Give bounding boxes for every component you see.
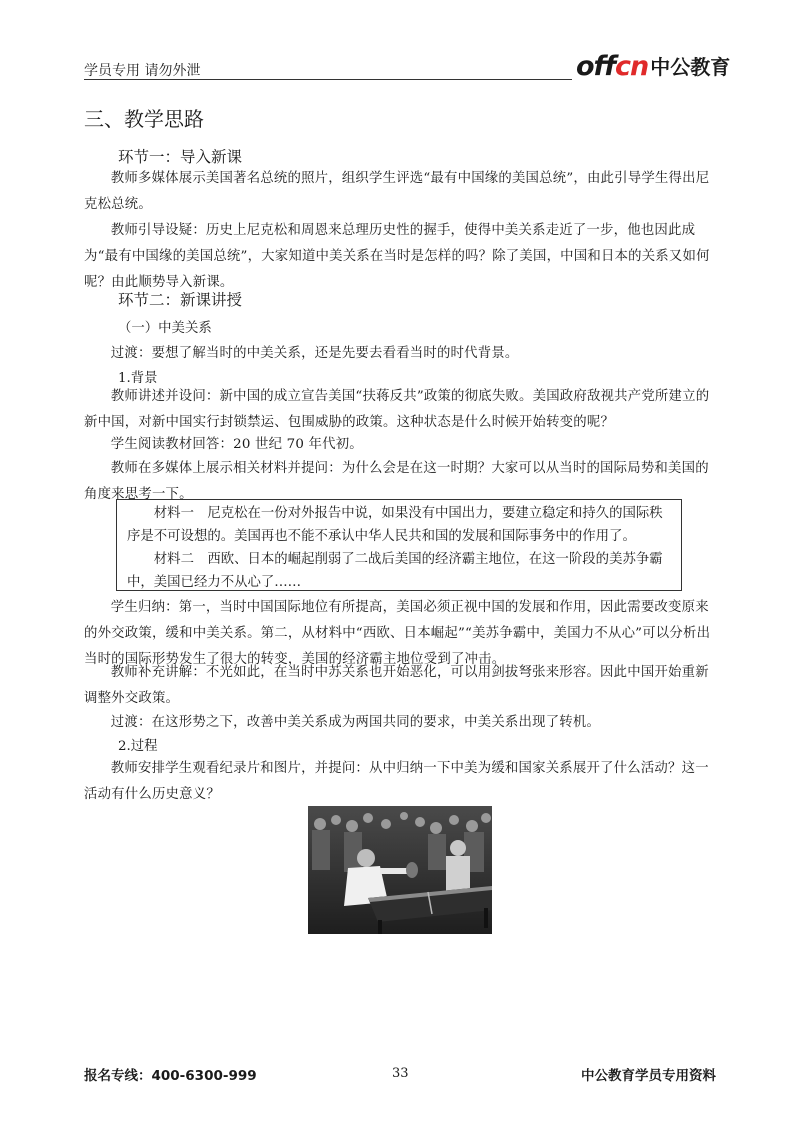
logo-chinese-name: 中公教育 <box>650 55 731 79</box>
subsection-heading: （一）中美关系 <box>118 321 212 336</box>
transition-1: 过渡：要想了解当时的中美关系，还是先要去看看当时的时代背景。 <box>110 346 519 361</box>
segment2-title: 环节二：新课讲授 <box>118 291 243 309</box>
header-confidential-text: 学员专用 请勿外泄 <box>84 63 201 79</box>
material-box <box>116 499 682 591</box>
student-answer-1: 学生阅读教材回答：20 世纪 70 年代初。 <box>110 437 363 452</box>
transition-2: 过渡：在这形势之下，改善中美关系成为两国共同的要求，中美关系出现了转机。 <box>110 715 601 730</box>
segment1-title: 环节一：导入新课 <box>118 148 243 166</box>
segment1-paragraph-2: 教师引导设疑：历史上尼克松和周恩来总理历史性的握手，使得中美关系走近了一步，他也因此成为“最有中国缘的美国总统”，大家知道中美关系在当时是怎样的吗？除了美国，中国和日本的关系又如何呢？由此顺势导入新课。 <box>84 223 710 290</box>
point-process: 2.过程 <box>118 739 158 754</box>
student-summary: 学生归纳：第一，当时中国国际地位有所提高，美国必须正视中国的发展和作用，因此需要改变原来的外交政策，缓和中美关系。第二，从材料中“西欧、日本崛起”“美苏争霸中，美国力不从心”可以分析出当时的国际形势发生了很大的转变，美国的经济霸主地位受到了冲击。 <box>84 600 711 667</box>
teacher-paragraph-3: 教师补充讲解：不光如此，在当时中苏关系也开始恶化，可以用剑拔弩张来形容。因此中国开始重新调整外交政策。 <box>84 665 709 706</box>
teacher-paragraph-2: 教师在多媒体上展示相关材料并提问：为什么会是在这一时期？大家可以从当时的国际局势和美国的角度来思考一下。 <box>84 461 709 502</box>
teacher-paragraph-1: 教师讲述并设问：新中国的成立宣告美国“扶蒋反共”政策的彻底失败。美国政府敌视共产党所建立的新中国，对新中国实行封锁禁运、包围威胁的政策。这种状态是什么时候开始转变的呢？ <box>84 389 710 430</box>
point-background: 1.背景 <box>118 371 158 386</box>
section-title: 三、教学思路 <box>84 107 204 131</box>
header-rule <box>84 79 572 80</box>
teacher-paragraph-4: 教师安排学生观看纪录片和图片，并提问：从中归纳一下中美为缓和国家关系展开了什么活动？这一活动有什么历史意义？ <box>84 761 709 802</box>
ping-pong-photo <box>308 806 492 934</box>
segment1-paragraph-1: 教师多媒体展示美国著名总统的照片，组织学生评选“最有中国缘的美国总统”，由此引导学生得出尼克松总统。 <box>84 171 710 212</box>
offcn-logo <box>576 52 730 82</box>
footer-label: 中公教育学员专用资料 <box>581 1068 716 1084</box>
logo-wordmark: offcn <box>576 51 649 82</box>
footer-hotline: 报名专线：400-6300-999 <box>84 1068 257 1084</box>
material-1: 材料一 尼克松在一份对外报告中说，如果没有中国出力，要建立稳定和持久的国际秩序是不可设想的。美国再也不能不承认中华人民共和国的发展和国际事务中的作用了。 <box>127 506 663 544</box>
material-2: 材料二 西欧、日本的崛起削弱了二战后美国的经济霸主地位，在这一阶段的美苏争霸中，美国已经力不从心了…… <box>127 552 663 590</box>
page-number: 33 <box>392 1066 409 1081</box>
